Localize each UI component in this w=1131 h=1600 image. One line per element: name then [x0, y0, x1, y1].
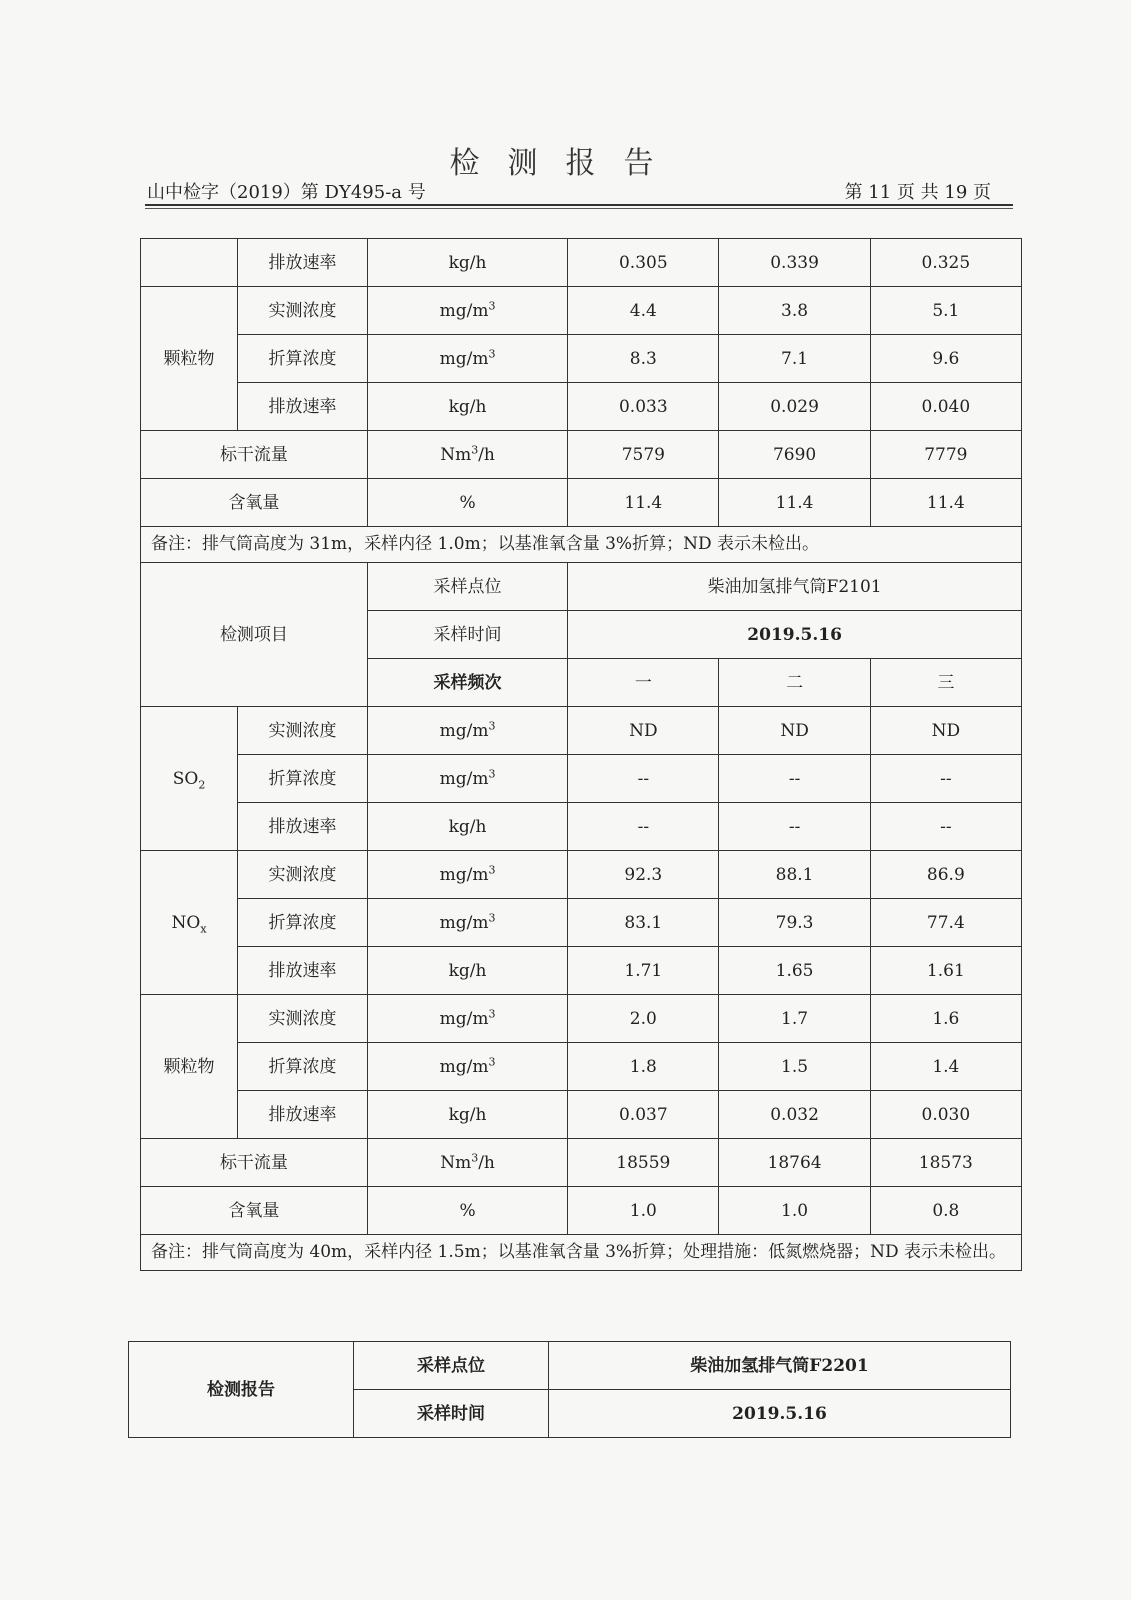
unit-cell	[367, 383, 567, 431]
value-cell: 18559	[568, 1139, 719, 1187]
unit-text: mg/m	[439, 720, 489, 741]
table-row	[129, 1342, 1011, 1390]
formula-subscript: 2	[198, 777, 206, 791]
unit-superscript: 3	[488, 298, 496, 312]
value-cell: 1.7	[719, 995, 870, 1043]
value-cell: 0.8	[870, 1187, 1021, 1235]
unit-superscript: 3	[471, 442, 479, 456]
item-cell: 实测浓度	[238, 995, 368, 1043]
row-label: 含氧量	[141, 479, 368, 527]
table-row	[141, 947, 1022, 995]
unit-cell	[367, 947, 567, 995]
table-row	[141, 755, 1022, 803]
unit-superscript: 3	[488, 718, 496, 732]
value-cell: 11.4	[719, 479, 870, 527]
table-row	[141, 899, 1022, 947]
item-cell: 实测浓度	[238, 287, 368, 335]
sampling-time-value: 2019.5.16	[549, 1390, 1011, 1438]
value-cell: 1.61	[870, 947, 1021, 995]
unit-superscript: 3	[488, 1006, 496, 1020]
unit-text: Nm	[440, 1152, 472, 1173]
unit-text: mg/m	[439, 1008, 489, 1029]
unit-text: mg/m	[439, 1056, 489, 1077]
table-row	[141, 287, 1022, 335]
unit-cell	[367, 1187, 567, 1235]
pollutant-label	[141, 851, 238, 995]
item-cell: 实测浓度	[238, 851, 368, 899]
unit-cell	[367, 1091, 567, 1139]
page-indicator: 第 11 页 共 19 页	[844, 182, 991, 203]
unit-text: kg/h	[448, 960, 487, 981]
unit-text: kg/h	[448, 816, 487, 837]
unit-text: Nm	[440, 444, 472, 465]
row-label: 标干流量	[141, 431, 368, 479]
formula-text: NO	[171, 912, 201, 933]
unit-superscript: 3	[488, 910, 496, 924]
unit-superscript: 3	[488, 766, 496, 780]
value-cell: --	[719, 755, 870, 803]
value-cell: 1.5	[719, 1043, 870, 1091]
item-cell: 实测浓度	[238, 707, 368, 755]
value-cell: --	[870, 803, 1021, 851]
remark-note: 备注：排气筒高度为 40m，采样内径 1.5m；以基准氧含量 3%折算；处理措施：低氮燃烧器；ND 表示未检出。	[141, 1235, 1022, 1271]
table-row	[141, 527, 1022, 563]
item-cell: 排放速率	[238, 1091, 368, 1139]
value-cell: 9.6	[870, 335, 1021, 383]
remark-note: 备注：排气筒高度为 31m，采样内径 1.0m；以基准氧含量 3%折算；ND 表示未检出。	[141, 527, 1022, 563]
value-cell: 2.0	[568, 995, 719, 1043]
value-cell: --	[870, 755, 1021, 803]
next-section-table	[128, 1341, 1011, 1438]
table-row	[141, 803, 1022, 851]
unit-tail: /h	[478, 1152, 495, 1173]
empty-cell	[141, 239, 238, 287]
formula-text: SO	[172, 768, 199, 789]
table-row	[141, 1043, 1022, 1091]
sampling-time-value: 2019.5.16	[568, 611, 1022, 659]
detection-report-label: 检测报告	[129, 1342, 354, 1438]
unit-text: kg/h	[448, 1104, 487, 1125]
unit-cell	[367, 707, 567, 755]
sampling-point-value: 柴油加氢排气筒F2101	[568, 563, 1022, 611]
sampling-frequency-label: 采样频次	[367, 659, 567, 707]
table-row	[141, 995, 1022, 1043]
value-cell: 1.0	[568, 1187, 719, 1235]
item-cell: 折算浓度	[238, 755, 368, 803]
value-cell: 7.1	[719, 335, 870, 383]
value-cell: 0.032	[719, 1091, 870, 1139]
item-header: 检测项目	[141, 563, 368, 707]
item-cell: 折算浓度	[238, 335, 368, 383]
unit-text: %	[459, 1200, 476, 1221]
value-cell: --	[568, 755, 719, 803]
item-cell: 折算浓度	[238, 899, 368, 947]
value-cell: 0.325	[870, 239, 1021, 287]
unit-cell	[367, 1139, 567, 1187]
pollutant-label: 颗粒物	[141, 287, 238, 431]
header-rule-thin	[145, 208, 1013, 209]
report-number: 山中检字（2019）第 DY495-a 号	[147, 182, 426, 203]
item-cell: 排放速率	[238, 947, 368, 995]
unit-cell	[367, 851, 567, 899]
table-row	[141, 1187, 1022, 1235]
unit-superscript: 3	[488, 1054, 496, 1068]
value-cell: 83.1	[568, 899, 719, 947]
sampling-point-label: 采样点位	[354, 1342, 549, 1390]
unit-text: mg/m	[439, 864, 489, 885]
value-cell: 0.040	[870, 383, 1021, 431]
value-cell: 1.0	[719, 1187, 870, 1235]
value-cell: 0.030	[870, 1091, 1021, 1139]
value-cell: 11.4	[568, 479, 719, 527]
unit-cell	[367, 899, 567, 947]
report-title: 检测报告	[449, 146, 682, 181]
table-row	[141, 1091, 1022, 1139]
unit-superscript: 3	[488, 862, 496, 876]
value-cell: 0.033	[568, 383, 719, 431]
row-label: 标干流量	[141, 1139, 368, 1187]
unit-cell: kg/h	[367, 239, 567, 287]
value-cell: 7690	[719, 431, 870, 479]
value-cell: 1.8	[568, 1043, 719, 1091]
unit-superscript: 3	[471, 1150, 479, 1164]
value-cell: 3.8	[719, 287, 870, 335]
unit-text: kg/h	[448, 396, 487, 417]
value-cell: 7579	[568, 431, 719, 479]
value-cell: 79.3	[719, 899, 870, 947]
value-cell: 92.3	[568, 851, 719, 899]
value-cell: 7779	[870, 431, 1021, 479]
sampling-time-label: 采样时间	[367, 611, 567, 659]
value-cell: 1.65	[719, 947, 870, 995]
unit-cell	[367, 431, 567, 479]
table-row	[141, 383, 1022, 431]
value-cell: 0.037	[568, 1091, 719, 1139]
frequency-cell: 一	[568, 659, 719, 707]
sampling-time-label: 采样时间	[354, 1390, 549, 1438]
header-rule	[145, 204, 1013, 206]
sampling-point-label: 采样点位	[367, 563, 567, 611]
table-row	[141, 563, 1022, 611]
unit-superscript: 3	[488, 346, 496, 360]
value-cell: --	[719, 803, 870, 851]
value-cell: 0.305	[568, 239, 719, 287]
unit-cell	[367, 995, 567, 1043]
value-cell: 77.4	[870, 899, 1021, 947]
results-table	[140, 238, 1022, 1271]
value-cell: 88.1	[719, 851, 870, 899]
value-cell: 18764	[719, 1139, 870, 1187]
unit-text: mg/m	[439, 300, 489, 321]
table-row	[141, 239, 1022, 287]
value-cell: ND	[719, 707, 870, 755]
item-cell: 排放速率	[238, 239, 368, 287]
formula-subscript: x	[200, 921, 207, 935]
unit-cell	[367, 335, 567, 383]
unit-cell	[367, 1043, 567, 1091]
value-cell: 1.4	[870, 1043, 1021, 1091]
pollutant-label	[141, 707, 238, 851]
value-cell: ND	[568, 707, 719, 755]
row-label: 含氧量	[141, 1187, 368, 1235]
table-row	[141, 851, 1022, 899]
frequency-cell: 三	[870, 659, 1021, 707]
value-cell: 1.71	[568, 947, 719, 995]
value-cell: 11.4	[870, 479, 1021, 527]
sampling-point-value: 柴油加氢排气筒F2201	[549, 1342, 1011, 1390]
value-cell: 4.4	[568, 287, 719, 335]
item-cell: 折算浓度	[238, 1043, 368, 1091]
value-cell: 1.6	[870, 995, 1021, 1043]
unit-cell	[367, 803, 567, 851]
value-cell: 86.9	[870, 851, 1021, 899]
table-row	[141, 1235, 1022, 1271]
unit-text: mg/m	[439, 912, 489, 933]
table-row	[141, 707, 1022, 755]
unit-text: mg/m	[439, 768, 489, 789]
unit-text: mg/m	[439, 348, 489, 369]
item-cell: 排放速率	[238, 803, 368, 851]
unit-tail: /h	[478, 444, 495, 465]
table-row	[141, 335, 1022, 383]
value-cell: 0.339	[719, 239, 870, 287]
value-cell: 5.1	[870, 287, 1021, 335]
frequency-cell: 二	[719, 659, 870, 707]
value-cell: 0.029	[719, 383, 870, 431]
table-row	[141, 431, 1022, 479]
value-cell: 8.3	[568, 335, 719, 383]
unit-cell	[367, 479, 567, 527]
table-row	[141, 479, 1022, 527]
unit-text: %	[459, 492, 476, 513]
item-cell: 排放速率	[238, 383, 368, 431]
value-cell: 18573	[870, 1139, 1021, 1187]
value-cell: --	[568, 803, 719, 851]
table-row	[141, 1139, 1022, 1187]
unit-cell	[367, 755, 567, 803]
pollutant-label: 颗粒物	[141, 995, 238, 1139]
unit-cell	[367, 287, 567, 335]
value-cell: ND	[870, 707, 1021, 755]
